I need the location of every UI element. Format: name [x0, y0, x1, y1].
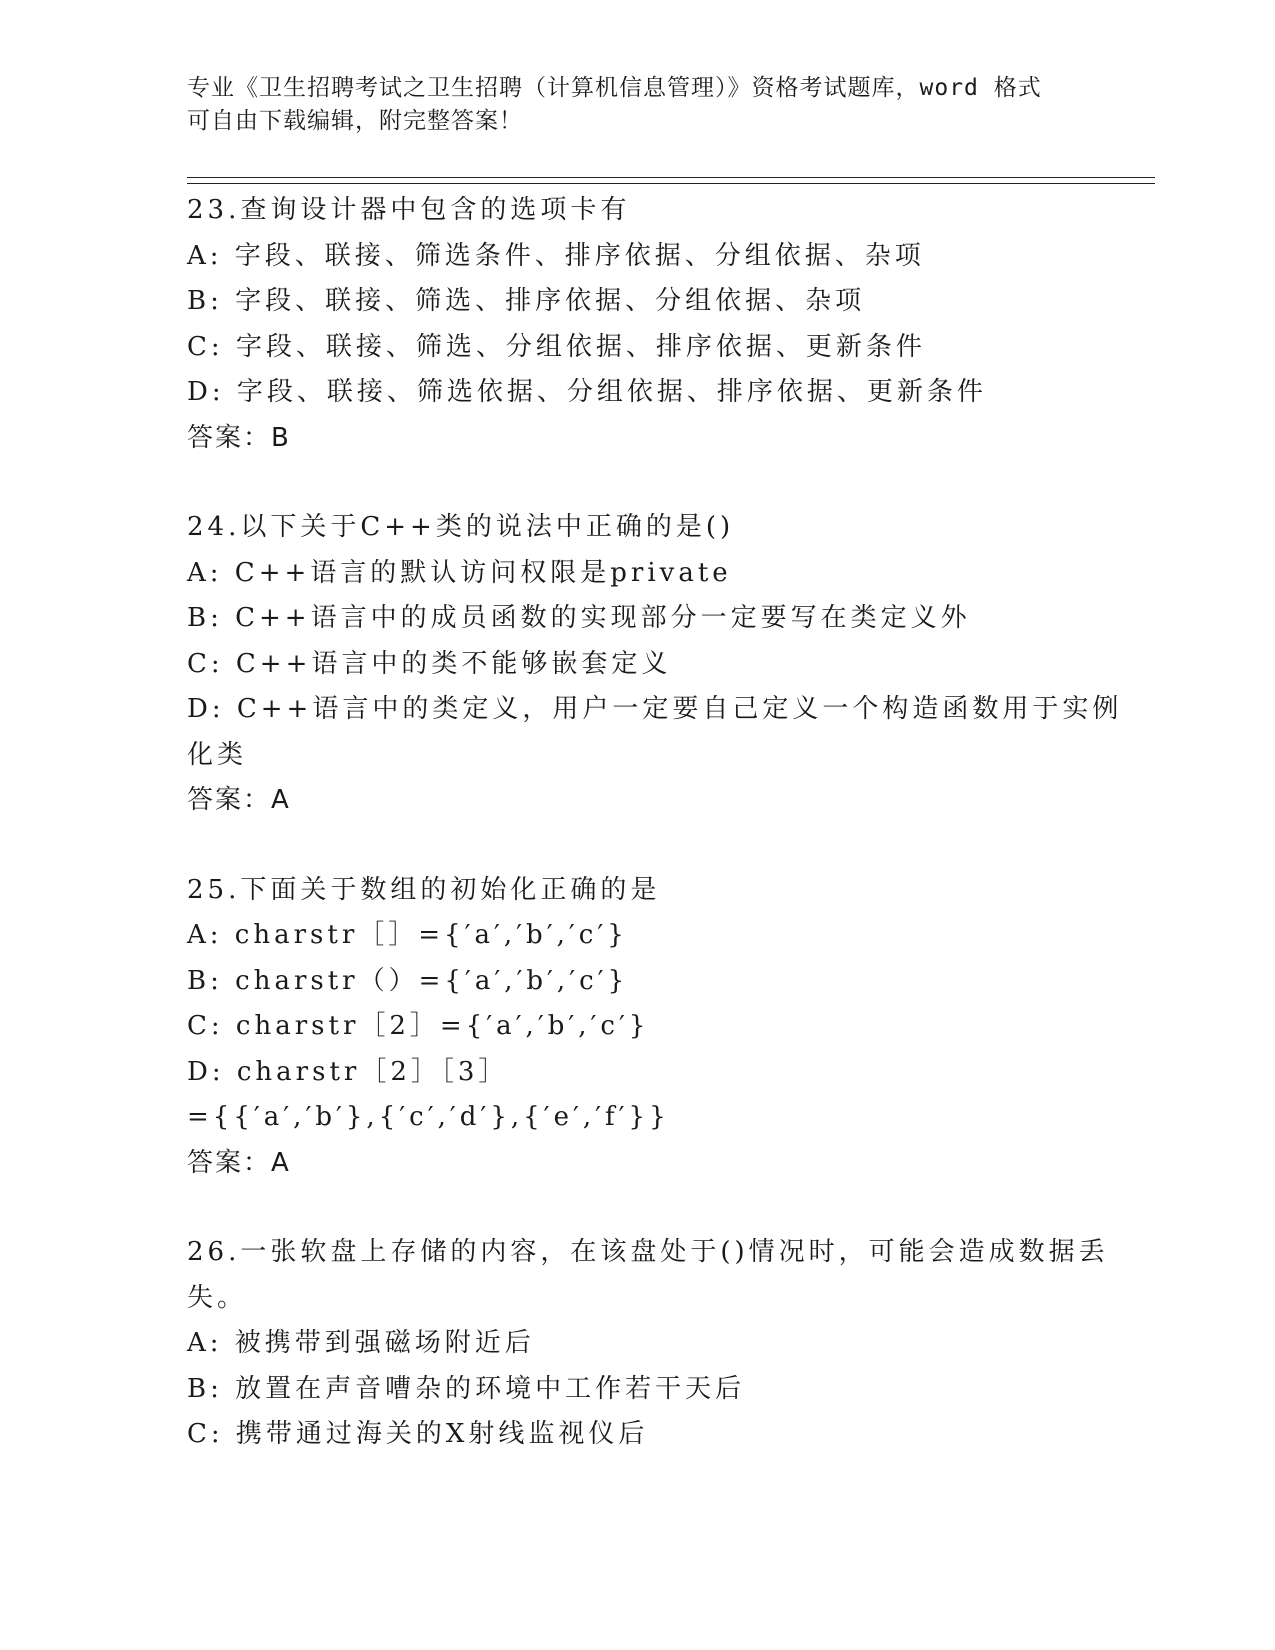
option-d-continued: 化类 [187, 739, 248, 770]
answer-line: 答案：B [187, 422, 291, 453]
option-c: C: 携带通过海关的X射线监视仪后 [187, 1419, 649, 1449]
option-b: B: 放置在声音嘈杂的环境中工作若干天后 [187, 1373, 746, 1404]
option-a: A: C++语言的默认访问权限是private [187, 557, 732, 588]
header-line-2: 可自由下载编辑，附完整答案！ [187, 108, 523, 134]
option-a: A: charstr［］={′a′,′b′,′c′} [187, 920, 628, 950]
question-list [187, 188, 1123, 1502]
option-c: C: charstr［2］={′a′,′b′,′c′} [187, 1011, 650, 1041]
option-c: C: C++语言中的类不能够嵌套定义 [187, 648, 672, 679]
answer-line: 答案：A [187, 1147, 291, 1178]
question-stem: 25.下面关于数组的初始化正确的是 [187, 874, 661, 905]
answer-line: 答案：A [187, 785, 291, 815]
question-stem: 24.以下关于C++类的说法中正确的是() [187, 512, 735, 542]
option-b: B: charstr（）={′a′,′b′,′c′} [187, 965, 629, 996]
option-a: A: 字段、联接、筛选条件、排序依据、分组依据、杂项 [187, 240, 925, 271]
option-b: B: 字段、联接、筛选、排序依据、分组依据、杂项 [187, 286, 866, 316]
document-header [187, 72, 1087, 138]
header-divider-top [187, 177, 1155, 178]
option-d-continued: ={{′a′,′b′},{′c′,′d′},{′e′,′f′}} [187, 1102, 670, 1132]
header-divider-bottom [187, 183, 1155, 184]
question-23 [187, 188, 1087, 461]
question-stem-continued: 失。 [187, 1282, 248, 1313]
question-25 [187, 868, 1087, 1187]
option-d: D: 字段、联接、筛选依据、分组依据、排序依据、更新条件 [187, 377, 987, 407]
option-b: B: C++语言中的成员函数的实现部分一定要写在类定义外 [187, 603, 971, 633]
option-d: D: charstr［2］［3］ [187, 1056, 509, 1087]
question-stem: 26.一张软盘上存储的内容，在该盘处于()情况时，可能会造成数据丢 [187, 1237, 1109, 1267]
question-26 [187, 1230, 1109, 1458]
option-a: A: 被携带到强磁场附近后 [187, 1328, 535, 1358]
option-d: D: C++语言中的类定义，用户一定要自己定义一个构造函数用于实例 [187, 694, 1123, 724]
option-c: C: 字段、联接、筛选、分组依据、排序依据、更新条件 [187, 331, 926, 362]
question-24 [187, 505, 1123, 824]
question-stem: 23.查询设计器中包含的选项卡有 [187, 195, 631, 225]
header-line-1: 专业《卫生招聘考试之卫生招聘（计算机信息管理）》资格考试题库，word 格式 [187, 75, 1042, 101]
